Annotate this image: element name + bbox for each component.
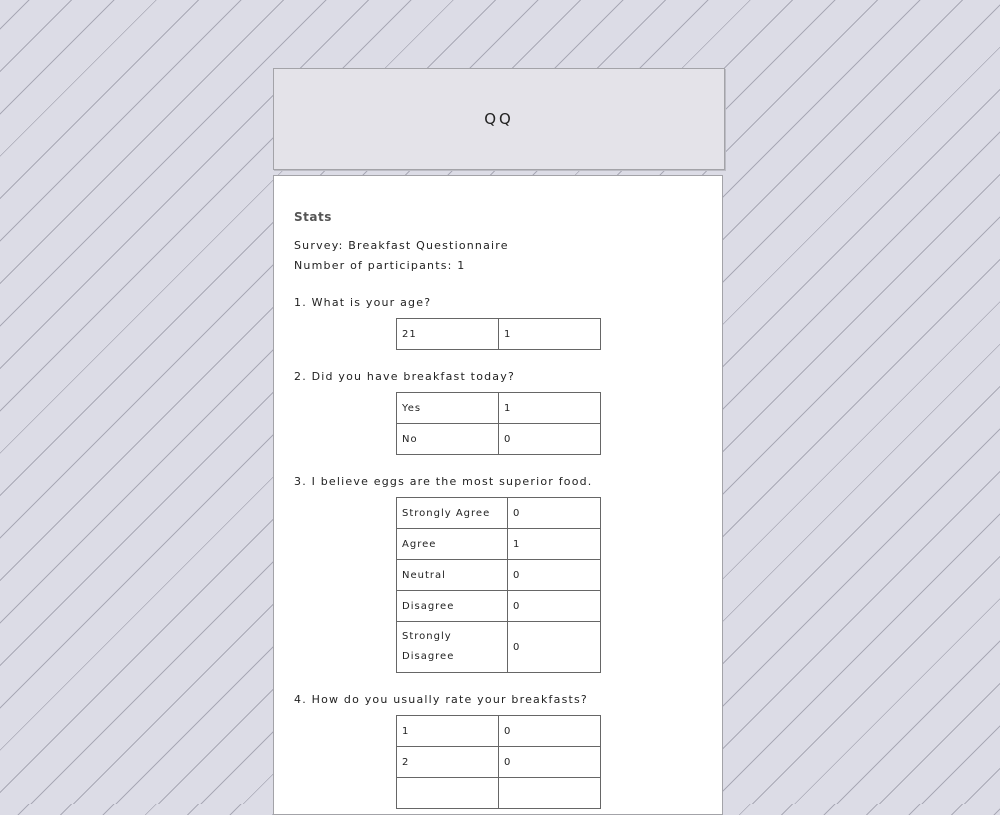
answer-label: No — [397, 424, 499, 455]
answer-count: 1 — [499, 393, 601, 424]
answer-label: 2 — [397, 747, 499, 778]
answer-count: 1 — [508, 529, 601, 560]
answer-label: Agree — [397, 529, 508, 560]
answer-label: Strongly Agree — [397, 498, 508, 529]
answer-count: 0 — [499, 424, 601, 455]
question-2: 2. Did you have breakfast today? — [294, 370, 516, 383]
results-table-3 — [396, 497, 601, 673]
table-row — [397, 622, 601, 673]
table-row — [397, 424, 601, 455]
page-title: Stats — [294, 210, 332, 224]
answer-count: 0 — [508, 498, 601, 529]
results-table-2 — [396, 392, 601, 455]
table-row — [397, 529, 601, 560]
results-table-4 — [396, 715, 601, 809]
table-row — [397, 747, 601, 778]
answer-count: 0 — [499, 747, 601, 778]
results-table-1 — [396, 318, 601, 350]
answer-count: 0 — [508, 560, 601, 591]
table-row — [397, 393, 601, 424]
question-3: 3. I believe eggs are the most superior food. — [294, 475, 593, 488]
question-1: 1. What is your age? — [294, 296, 432, 309]
answer-count: 0 — [508, 622, 601, 673]
answer-count: 1 — [499, 319, 601, 350]
table-row — [397, 319, 601, 350]
table-row — [397, 560, 601, 591]
stats-panel — [273, 175, 723, 815]
answer-count: 0 — [508, 591, 601, 622]
survey-name: Survey: Breakfast Questionnaire — [294, 239, 509, 252]
site-header — [273, 68, 725, 170]
answer-label: Disagree — [397, 591, 508, 622]
question-4: 4. How do you usually rate your breakfasts? — [294, 693, 588, 706]
answer-label: 21 — [397, 319, 499, 350]
table-row — [397, 716, 601, 747]
answer-label: Yes — [397, 393, 499, 424]
participant-count: Number of participants: 1 — [294, 259, 466, 272]
table-row — [397, 591, 601, 622]
answer-label: 1 — [397, 716, 499, 747]
answer-count: 0 — [499, 716, 601, 747]
answer-label: Strongly Disagree — [397, 622, 508, 673]
site-title: QQ — [484, 110, 514, 128]
answer-label: Neutral — [397, 560, 508, 591]
table-row — [397, 498, 601, 529]
